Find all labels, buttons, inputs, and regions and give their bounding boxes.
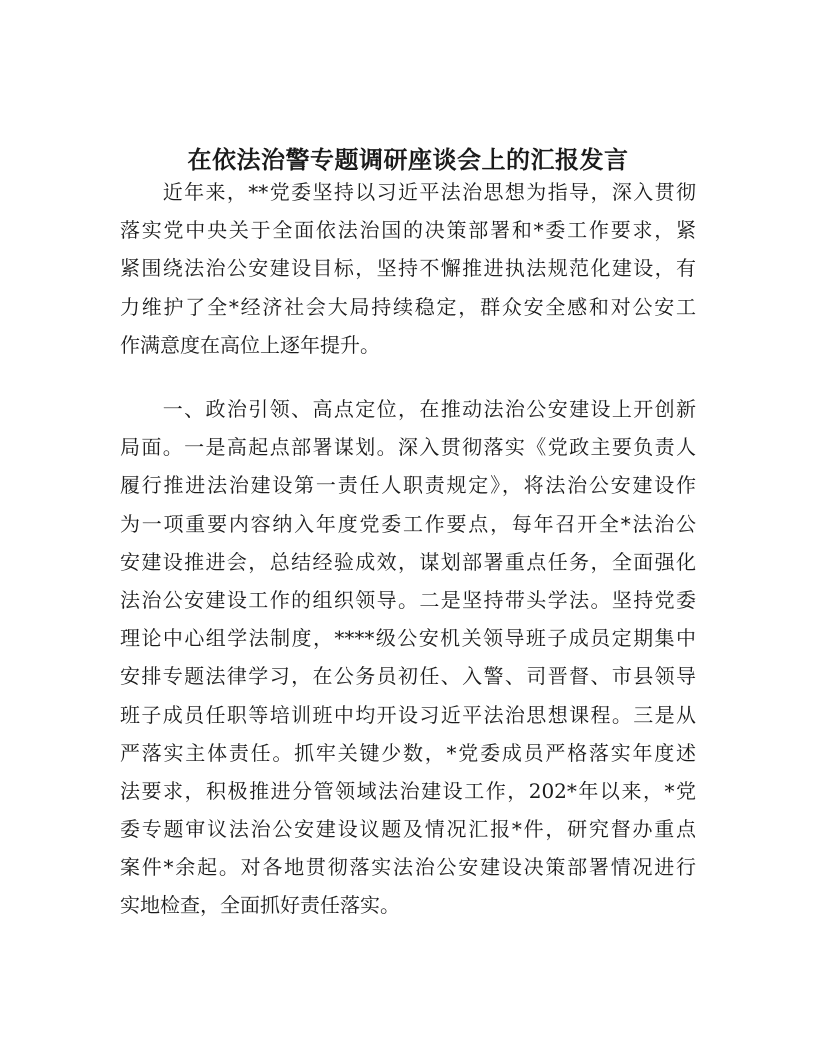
paragraph-line: 理论中心组学法制度，****级公安机关领导班子成员定期集中 <box>120 626 696 651</box>
paragraph-line: 安排专题法律学习，在公务员初任、入警、司晋督、市县领导 <box>120 664 696 689</box>
paragraph-line: 安建设推进会，总结经验成效，谋划部署重点任务，全面强化 <box>120 549 696 574</box>
paragraph-section-one <box>120 390 696 925</box>
paragraph-line: 班子成员任职等培训班中均开设习近平法治思想课程。三是从 <box>120 702 696 727</box>
paragraph-line: 严落实主体责任。抓牢关键少数，*党委成员严格落实年度述 <box>120 740 696 765</box>
document-title: 在依法治警专题调研座谈会上的汇报发言 <box>187 146 629 174</box>
paragraph-line: 紧围绕法治公安建设目标，坚持不懈推进执法规范化建设，有 <box>120 256 696 281</box>
paragraph-line: 实地检查，全面抓好责任落实。 <box>120 893 400 918</box>
paragraph-line: 作满意度在高位上逐年提升。 <box>120 332 380 357</box>
paragraph-line: 力维护了全*经济社会大局持续稳定，群众安全感和对公安工 <box>120 294 696 319</box>
paragraph-line: 局面。一是高起点部署谋划。深入贯彻落实《党政主要负责人 <box>120 435 696 460</box>
paragraph-line: 落实党中央关于全面依法治国的决策部署和*委工作要求，紧 <box>120 218 696 243</box>
paragraph-line: 法要求，积极推进分管领域法治建设工作，202*年以来，*党 <box>120 778 696 803</box>
paragraph-line: 委专题审议法治公安建设议题及情况汇报*件，研究督办重点 <box>120 817 696 842</box>
paragraph-line: 为一项重要内容纳入年度党委工作要点，每年召开全*法治公 <box>120 511 696 536</box>
paragraph-line: 近年来，**党委坚持以习近平法治思想为指导，深入贯彻 <box>120 180 696 204</box>
paragraph-line: 一、政治引领、高点定位，在推动法治公安建设上开创新 <box>120 397 696 421</box>
paragraph-line: 法治公安建设工作的组织领导。二是坚持带头学法。坚持党委 <box>120 587 696 612</box>
paragraph-intro <box>120 173 696 364</box>
paragraph-line: 案件*余起。对各地贯彻落实法治公安建设决策部署情况进行 <box>120 855 696 880</box>
paragraph-line: 履行推进法治建设第一责任人职责规定》，将法治公安建设作 <box>120 473 696 498</box>
